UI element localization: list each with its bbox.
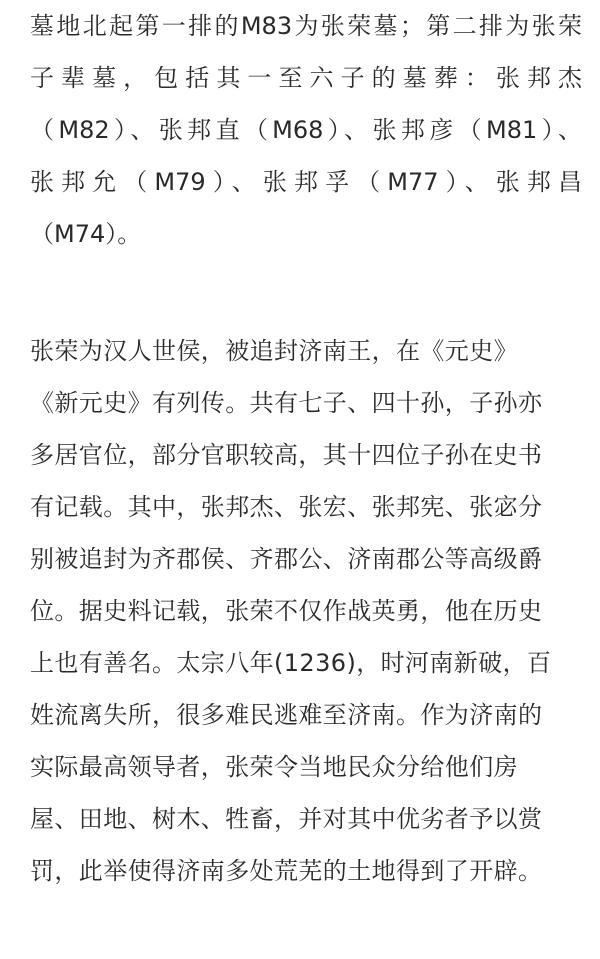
text-line: 别被追封为齐郡侯、齐郡公、济南郡公等高级爵 [30,545,543,573]
text-line: 有记载。其中，张邦杰、张宏、张邦宪、张宓分 [30,493,543,521]
paragraph-spacer [30,260,582,325]
text-line: 屋、田地、树木、牲畜，并对其中优劣者予以赏 [30,805,543,833]
text-line: 《新元史》有列传。共有七子、四十孙，子孙亦 [30,389,543,417]
text-line: 罚，此举使得济南多处荒芜的土地得到了开辟。 [30,857,543,885]
article-body [30,0,582,897]
paragraph-zhang-rong-biography [30,325,582,897]
text-line: 张邦允（M79）、张邦孚（M77）、张邦昌 [30,168,582,196]
text-line: 墓地北起第一排的M83为张荣墓；第二排为张荣 [30,12,582,40]
text-line: 子辈墓，包括其一至六子的墓葬：张邦杰 [30,64,582,92]
text-line: 上也有善名。太宗八年(1236)，时河南新破，百 [30,649,552,677]
text-line: 位。据史料记载，张荣不仅作战英勇，他在历史 [30,597,543,625]
text-line: （M74）。 [30,220,142,248]
text-line: 多居官位，部分官职较高，其十四位子孙在史书 [30,441,543,469]
text-line: （M82）、张邦直（M68）、张邦彦（M81）、 [30,116,582,144]
paragraph-tomb-layout [30,0,582,260]
text-line: 实际最高领导者，张荣令当地民众分给他们房 [30,753,518,781]
text-line: 姓流离失所，很多难民逃难至济南。作为济南的 [30,701,543,729]
text-line: 张荣为汉人世侯，被追封济南王，在《元史》 [30,337,518,365]
